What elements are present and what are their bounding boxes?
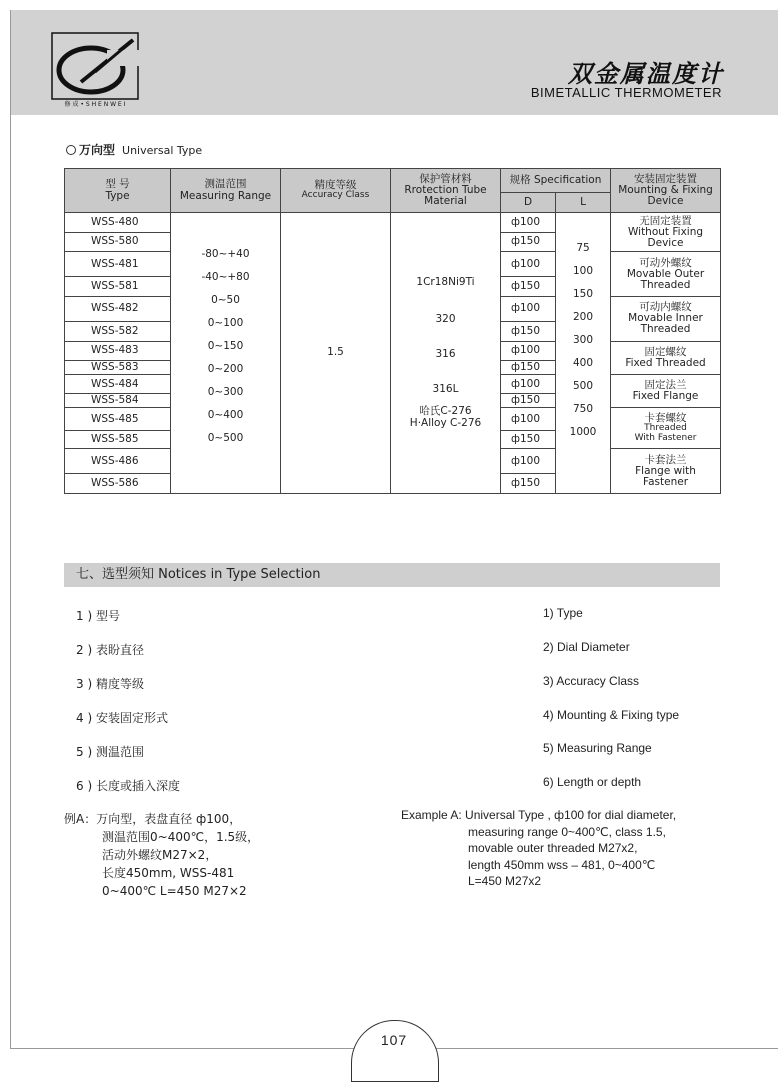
example-en [401, 807, 676, 890]
type-cell: WSS-481 [65, 252, 171, 277]
mount-cell: 卡套法兰 Flange with Fastener [611, 449, 721, 494]
mount-cell: 卡套螺纹 Threaded With Fastener [611, 408, 721, 449]
logo-text: 修 成 • S H E N W E I [64, 101, 126, 108]
type-cell: WSS-583 [65, 361, 171, 375]
dial-diameter-cell: ф150 [501, 232, 556, 252]
dial-diameter-cell: ф100 [501, 408, 556, 431]
dial-diameter-cell: ф150 [501, 394, 556, 408]
spec-table [64, 168, 721, 494]
type-cell: WSS-581 [65, 277, 171, 297]
accuracy-cell: 1.5 [281, 213, 391, 494]
type-cell: WSS-486 [65, 449, 171, 474]
type-cell: WSS-584 [65, 394, 171, 408]
header-material: 保护管材料 Rrotection Tube Material [391, 169, 501, 213]
length-cell: 75 100 150 200 300 400 500 750 1000 [556, 213, 611, 494]
mount-cell: 固定法兰 Fixed Flange [611, 374, 721, 407]
range-cell: -80~+40 -40~+80 0~50 0~100 0~150 0~200 0~300 0~400 0~500 [171, 213, 281, 494]
notice-item-en: 6) Length or depth [543, 775, 642, 789]
dial-diameter-cell: ф150 [501, 322, 556, 342]
example-en-line: measuring range 0~400℃, class 1.5, [468, 824, 666, 839]
notice-item-en: 2) Dial Diameter [543, 640, 630, 654]
page-title-en: BIMETALLIC THERMOMETER [530, 85, 722, 100]
dial-diameter-cell: ф100 [501, 296, 556, 321]
dial-diameter-cell: ф150 [501, 474, 556, 494]
example-cn [64, 810, 259, 900]
header-type: 型 号 Type [65, 169, 171, 213]
example-cn-line: 长度450mm, WSS-481 [102, 866, 235, 880]
notice-item-en: 3) Accuracy Class [543, 674, 640, 688]
example-cn-line: 测温范围0~400℃，1.5级， [102, 830, 260, 844]
example-cn-line: 0~400℃ L=450 M27×2 [102, 884, 247, 898]
example-en-line: movable outer threaded M27x2, [468, 841, 638, 855]
example-cn-line: 例A：万向型，表盘直径 ф100， [64, 812, 242, 826]
mount-cell: 无固定装置 Without Fixing Device [611, 213, 721, 252]
dial-diameter-cell: ф100 [501, 449, 556, 474]
dial-diameter-cell: ф150 [501, 277, 556, 297]
notice-item-cn: 2 ) 表盼直径 [76, 643, 144, 657]
page-header [10, 10, 778, 115]
header-spec-l: L [556, 193, 611, 213]
section-label-en: Universal Type [122, 144, 203, 157]
type-cell: WSS-586 [65, 474, 171, 494]
notice-item-cn: 4 ) 安装固定形式 [76, 711, 168, 725]
page-number: 107 [380, 1032, 408, 1048]
company-logo-icon [51, 32, 139, 108]
header-range: 测温范围 Measuring Range [171, 169, 281, 213]
notice-item-cn: 3 ) 精度等级 [76, 677, 144, 691]
example-en-line: length 450mm wss – 481, 0~400℃ [468, 857, 656, 872]
page-number-tab [351, 1020, 439, 1082]
type-cell: WSS-582 [65, 322, 171, 342]
example-cn-line: 活动外螺纹M27×2， [102, 848, 218, 862]
type-cell: WSS-483 [65, 341, 171, 360]
section-label-cn: 万向型 [79, 143, 116, 157]
header-spec: 规格 Specification [501, 169, 611, 193]
type-cell: WSS-484 [65, 374, 171, 393]
notice-item-en: 5) Measuring Range [543, 741, 652, 755]
type-cell: WSS-585 [65, 431, 171, 449]
notice-item-en: 1) Type [543, 606, 583, 620]
header-accuracy: 精度等级 Accuracy Class [281, 169, 391, 213]
notice-section-title: 七、选型须知 Notices in Type Selection [64, 563, 720, 587]
type-cell: WSS-482 [65, 296, 171, 321]
mount-cell: 可动内螺纹 Movable Inner Threaded [611, 296, 721, 341]
mount-cell: 可动外螺纹 Movable Outer Threaded [611, 252, 721, 297]
frame-line [10, 115, 11, 1048]
dial-diameter-cell: ф100 [501, 252, 556, 277]
type-cell: WSS-480 [65, 213, 171, 233]
circle-bullet-icon [66, 145, 76, 155]
section-label [66, 141, 202, 158]
example-en-line: L=450 M27x2 [468, 874, 542, 888]
material-cell: 1Cr18Ni9Ti 320 316 316L 哈氏C-276 H·Alloy C-276 [391, 213, 501, 494]
header-mount: 安装固定装置 Mounting & Fixing Device [611, 169, 721, 213]
dial-diameter-cell: ф150 [501, 431, 556, 449]
type-cell: WSS-485 [65, 408, 171, 431]
example-en-line: Example A: Universal Type , ф100 for dial diameter, [401, 808, 677, 822]
header-spec-d: D [501, 193, 556, 213]
notice-item-en: 4) Mounting & Fixing type [543, 708, 680, 722]
dial-diameter-cell: ф100 [501, 341, 556, 360]
dial-diameter-cell: ф100 [501, 374, 556, 393]
type-cell: WSS-580 [65, 232, 171, 252]
mount-cell: 固定螺纹 Fixed Threaded [611, 341, 721, 374]
notice-item-cn: 1 ) 型号 [76, 609, 120, 623]
notice-item-cn: 5 ) 测温范围 [76, 745, 144, 759]
dial-diameter-cell: ф150 [501, 361, 556, 375]
page-title-cn: 双金属温度计 [568, 60, 724, 88]
dial-diameter-cell: ф100 [501, 213, 556, 233]
notice-item-cn: 6 ) 长度或插入深度 [76, 779, 180, 793]
